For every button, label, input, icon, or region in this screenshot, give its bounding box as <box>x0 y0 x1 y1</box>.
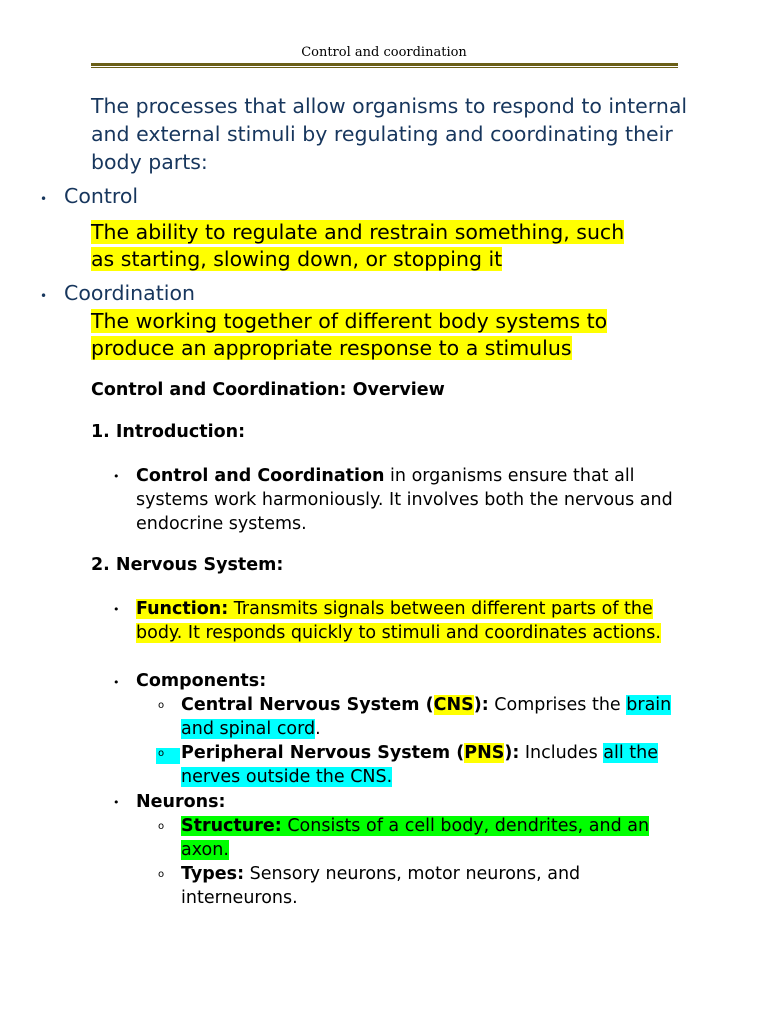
intro-paragraph: The processes that allow organisms to respond to internal and external stimuli by regulating and coordinating their body parts: <box>91 94 688 174</box>
cns-item <box>181 693 681 741</box>
sub-bullet-icon: o <box>158 869 165 880</box>
sub-bullet-icon: o <box>158 821 165 832</box>
structure-item <box>181 814 661 862</box>
overview-title: Control and Coordination: Overview <box>91 380 445 400</box>
structure-text: Consists of a cell body, dendrites, and an axon. <box>181 816 650 860</box>
definition-control-text: The ability to regulate and restrain something, such as starting, slowing down, or stopping it <box>91 220 625 271</box>
pns-label-start: Peripheral Nervous System ( <box>181 743 465 763</box>
cns-end: . <box>315 719 321 739</box>
components-label <box>136 669 266 693</box>
bullet-icon: • <box>113 603 120 616</box>
cns-label-end: ): <box>473 695 489 715</box>
cns-abbr: CNS <box>433 695 474 715</box>
cns-label-start: Central Nervous System ( <box>181 695 434 715</box>
function-text: Transmits signals between different parts of the body. It responds quickly to stimuli and coordinates actions. <box>136 599 661 643</box>
pns-text: Includes <box>519 743 604 763</box>
structure-highlight <box>181 816 649 860</box>
bullet-icon: • <box>113 676 120 689</box>
function-bullet <box>136 597 681 645</box>
header-rule-thick <box>91 63 678 66</box>
bullet-icon: • <box>40 192 48 206</box>
pns-highlight: all the nerves outside the CNS. <box>181 743 659 787</box>
types-item <box>181 862 661 910</box>
header-rule-thin <box>91 67 678 68</box>
neurons-label-text: Neurons: <box>136 792 226 812</box>
introduction-bullet <box>136 464 681 536</box>
pns-label-end: ): <box>504 743 520 763</box>
definition-control <box>91 219 651 273</box>
section-heading-nervous: 2. Nervous System: <box>91 555 284 575</box>
introduction-bullet-bold: Control and Coordination <box>136 466 385 486</box>
cns-text: Comprises the <box>488 695 627 715</box>
pns-abbr: PNS <box>464 743 505 763</box>
cns-highlight: brain and spinal cord <box>181 695 672 739</box>
sub-bullet-icon: o <box>158 700 165 711</box>
bullet-icon: • <box>113 796 120 809</box>
term-control: Control <box>64 184 139 208</box>
document-header: Control and coordination <box>301 45 467 60</box>
components-label-text: Components: <box>136 671 267 691</box>
types-label: Types: <box>181 864 245 884</box>
pns-item <box>181 741 681 789</box>
function-highlight <box>136 599 661 643</box>
term-coordination: Coordination <box>64 281 195 305</box>
neurons-label <box>136 790 226 814</box>
section-heading-introduction: 1. Introduction: <box>91 422 246 442</box>
sub-bullet-icon: o <box>158 748 165 759</box>
definition-coordination <box>91 308 691 362</box>
types-text: Sensory neurons, motor neurons, and interneurons. <box>181 864 581 908</box>
bullet-icon: • <box>113 470 120 483</box>
structure-label: Structure: <box>181 816 282 836</box>
bullet-icon: • <box>40 289 48 303</box>
function-label: Function: <box>136 599 229 619</box>
definition-coordination-text: The working together of different body systems to produce an appropriate response to a stimulus <box>91 309 608 360</box>
introduction-bullet-text: in organisms ensure that all systems work harmoniously. It involves both the nervous and endocrine systems. <box>136 466 673 534</box>
